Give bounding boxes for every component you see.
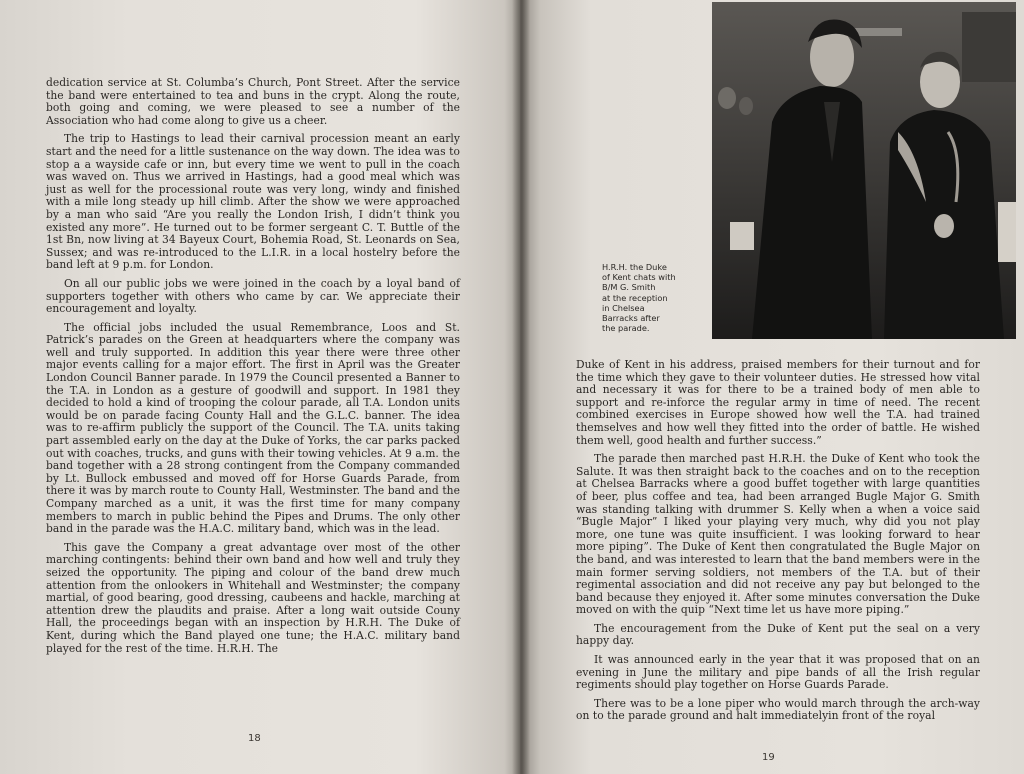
paragraph: This gave the Company a great advantage over most of the other marching contingents: behind their own band and how well and truly they seized the opportunity. The piping and colour of the band drew much attention from the onlookers in Whitehall and Westminster; the company martial, of good bearing, good dressing, caubeens and hackle, marching at attention drew the plaudits and praise. After a long wait outside Couny Hall, the proceedings began with an inspection by H.R.H. The Duke of Kent, during which the Band played one tune; the H.A.C. military band played for the rest of the time. H.R.H. The xyxy=(46,540,460,655)
paragraph: Duke of Kent in his address, praised members for their turnout and for the time which they gave to their volunteer duties. He stressed how vital and necessary it was for there to be a trained body of men able to support and re-inforce the regular army in time of need. The recent combined exercises in Europe showed how well the T.A. had trained themselves and how well they fitted into the order of battle. He wished them well, good health and further success.” xyxy=(576,358,980,447)
paragraph: The official jobs included the usual Remembrance, Loos and St. Patrick’s parades on the Green at headquarters where the company was well and truly supported. In addition this year there were three other major events calling for a major effort. The first in April was the Greater London Council Banner parade. In 1979 the Council presented a Banner to the T.A. in London as a gesture of goodwill and support. In 1981 they decided to hold a kind of trooping the colour parade, all T.A. London units would be on parade facing County Hall and the G.L.C. banner. The idea was to re-affirm publicly the support of the Council. The T.A. units taking part assembled early on the day at the Duke of Yorks, the car parks packed out with coaches, trucks, and guns with their towing vehicles. At 9 a.m. the band together with a 28 strong contingent from the Company commanded by Lt. Bullock embussed and moved off for Horse Guards Parade, from there it was by march route to County Hall, Westminster. The band and the Company marched as a unit, it was the first time for many company members to march in public behind the Pipes and Drums. The only other band in the parade was the H.A.C. military band, which was in the lead. xyxy=(46,320,460,536)
right-page xyxy=(520,0,1024,774)
caption-line: at the reception xyxy=(602,292,668,303)
reception-photo xyxy=(712,2,1016,339)
caption-line: B/M G. Smith xyxy=(602,282,656,293)
paragraph: The trip to Hastings to lead their carnival procession meant an early start and the need for a little sustenance on the way down. The idea was to stop a a wayside cafe or inn, but every time we went to pull in the coach was waved on. Thus we arrived in Hastings, had a good meal which was just as well for the processional route was very long, windy and finished with a mile long steady up hill climb. After the show we were approached by a man who said “Are you really the London Irish, I didn’t think you existed any more”. He turned out to be former sergeant C. T. Buttle of the 1st Bn, now living at 34 Bayeux Court, Bohemia Road, St. Leonards on Sea, Sussex; and was re-introduced to the L.I.R. in a local hostelry before the band left at 9 p.m. for London. xyxy=(46,132,460,272)
caption-line: Barracks after xyxy=(602,313,660,324)
caption-line: in Chelsea xyxy=(602,302,645,313)
page-number: 19 xyxy=(762,752,775,763)
paragraph: The parade then marched past H.R.H. the Duke of Kent who took the Salute. It was then straight back to the coaches and on to the reception at Chelsea Barracks where a good buffet together with large quantities of beer, plus coffee and tea, had been arranged Bugle Major G. Smith was standing talking with drummer S. Kelly when a when a voice said “Bugle Major” I liked your playing very much, why did you not play more, one tune was quite insufficient. I was looking forward to hear more piping”. The Duke of Kent then congratulated the Bugle Major on the band, and was interested to learn that the band members were in the main former serving soldiers, not members of the T.A. but of their regimental association and did not receive any pay but belonged to the band because they enjoyed it. After some minutes conversation the Duke moved on with the quip “Next time let us have more piping.” xyxy=(576,452,980,617)
photo-illustration xyxy=(712,2,1016,339)
caption-line: of Kent chats with xyxy=(602,272,676,283)
photo-caption xyxy=(602,262,706,333)
paragraph: There was to be a lone piper who would march through the arch-way on to the parade ground and halt immediatelyin front of the royal xyxy=(576,696,980,723)
right-text-column xyxy=(576,359,980,729)
caption-line: the parade. xyxy=(602,323,650,334)
caption-line: H.R.H. the Duke xyxy=(602,262,667,272)
page-number: 18 xyxy=(248,733,261,744)
paragraph: dedication service at St. Columba’s Church, Pont Street. After the service the band were entertained to tea and buns in the crypt. Along the route, both going and coming, we were pleased to see a number of the Association who had come along to give us a cheer. xyxy=(46,76,460,127)
paragraph: The encouragement from the Duke of Kent put the seal on a very happy day. xyxy=(576,621,980,648)
left-text-column xyxy=(46,77,460,661)
paragraph: On all our public jobs we were joined in the coach by a loyal band of supporters together with others who came by car. We appreciate their encouragement and loyalty. xyxy=(46,276,460,316)
paragraph: It was announced early in the year that it was proposed that on an evening in June the military and pipe bands of all the Irish regular regiments should play together on Horse Guards Parade. xyxy=(576,653,980,692)
